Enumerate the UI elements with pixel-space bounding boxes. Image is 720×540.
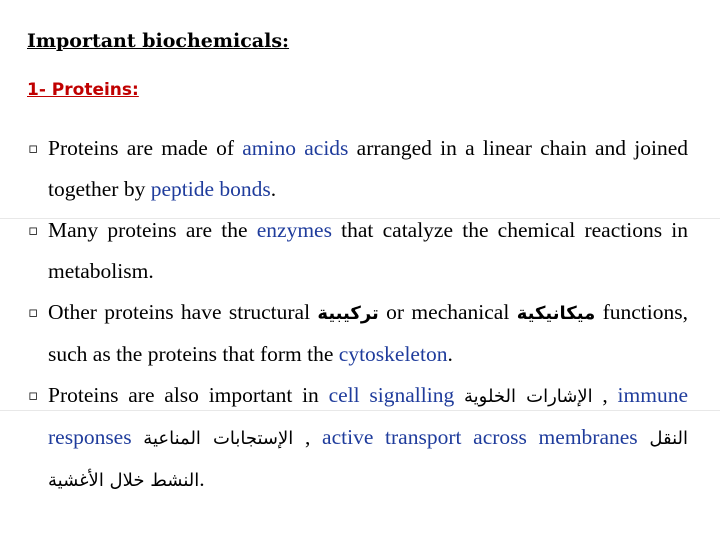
bullet-text: .: [199, 467, 205, 491]
bullet-text: .: [447, 342, 453, 366]
bullet-text: Many proteins are the: [48, 218, 257, 242]
highlight-term: enzymes: [256, 218, 332, 242]
section-heading: 1- Proteins:: [27, 80, 139, 100]
bullet-item-amino-acids: [28, 128, 688, 210]
highlight-term: active transport across membranes: [322, 425, 638, 449]
arabic-term: تركيبية: [317, 303, 379, 324]
bullet-text: Other proteins have structural: [48, 300, 318, 324]
bullet-mark-icon: ▫: [28, 221, 39, 239]
separator: ,: [592, 383, 618, 407]
highlight-term: peptide bonds: [150, 177, 271, 201]
arabic-term: الإشارات الخلوية: [463, 386, 593, 407]
arabic-term: الإستجابات المناعية: [143, 428, 294, 449]
bullet-mark-icon: ▫: [28, 139, 39, 157]
arabic-term: النقل النشط خلال الأغشية: [48, 428, 689, 491]
page-title: Important biochemicals:: [27, 30, 290, 52]
bullet-mark-icon: ▫: [28, 386, 39, 404]
bullet-item-signalling: [28, 375, 688, 501]
arabic-term: ميكانيكية: [516, 303, 596, 324]
highlight-term: cytoskeleton: [338, 342, 448, 366]
highlight-term: cell signalling: [328, 383, 455, 407]
highlight-term: amino acids: [242, 136, 349, 160]
highlight-term: immune responses: [48, 383, 689, 449]
bullet-text: Proteins are made of: [48, 136, 243, 160]
separator: ,: [293, 425, 323, 449]
bullet-item-enzymes: [28, 210, 688, 292]
bullet-text: .: [270, 177, 277, 201]
bullet-text: functions, such as the proteins that form the: [48, 300, 688, 366]
bullet-text: arranged in a linear chain and joined together by: [48, 136, 689, 201]
bullet-text: Proteins are also important in: [48, 383, 329, 407]
bullet-mark-icon: ▫: [28, 303, 39, 321]
bullet-list: [28, 128, 688, 501]
bullet-text: or mechanical: [378, 300, 517, 324]
bullet-item-structural: [28, 292, 688, 375]
bullet-text: that catalyze the chemical reactions in metabolism.: [48, 218, 689, 283]
